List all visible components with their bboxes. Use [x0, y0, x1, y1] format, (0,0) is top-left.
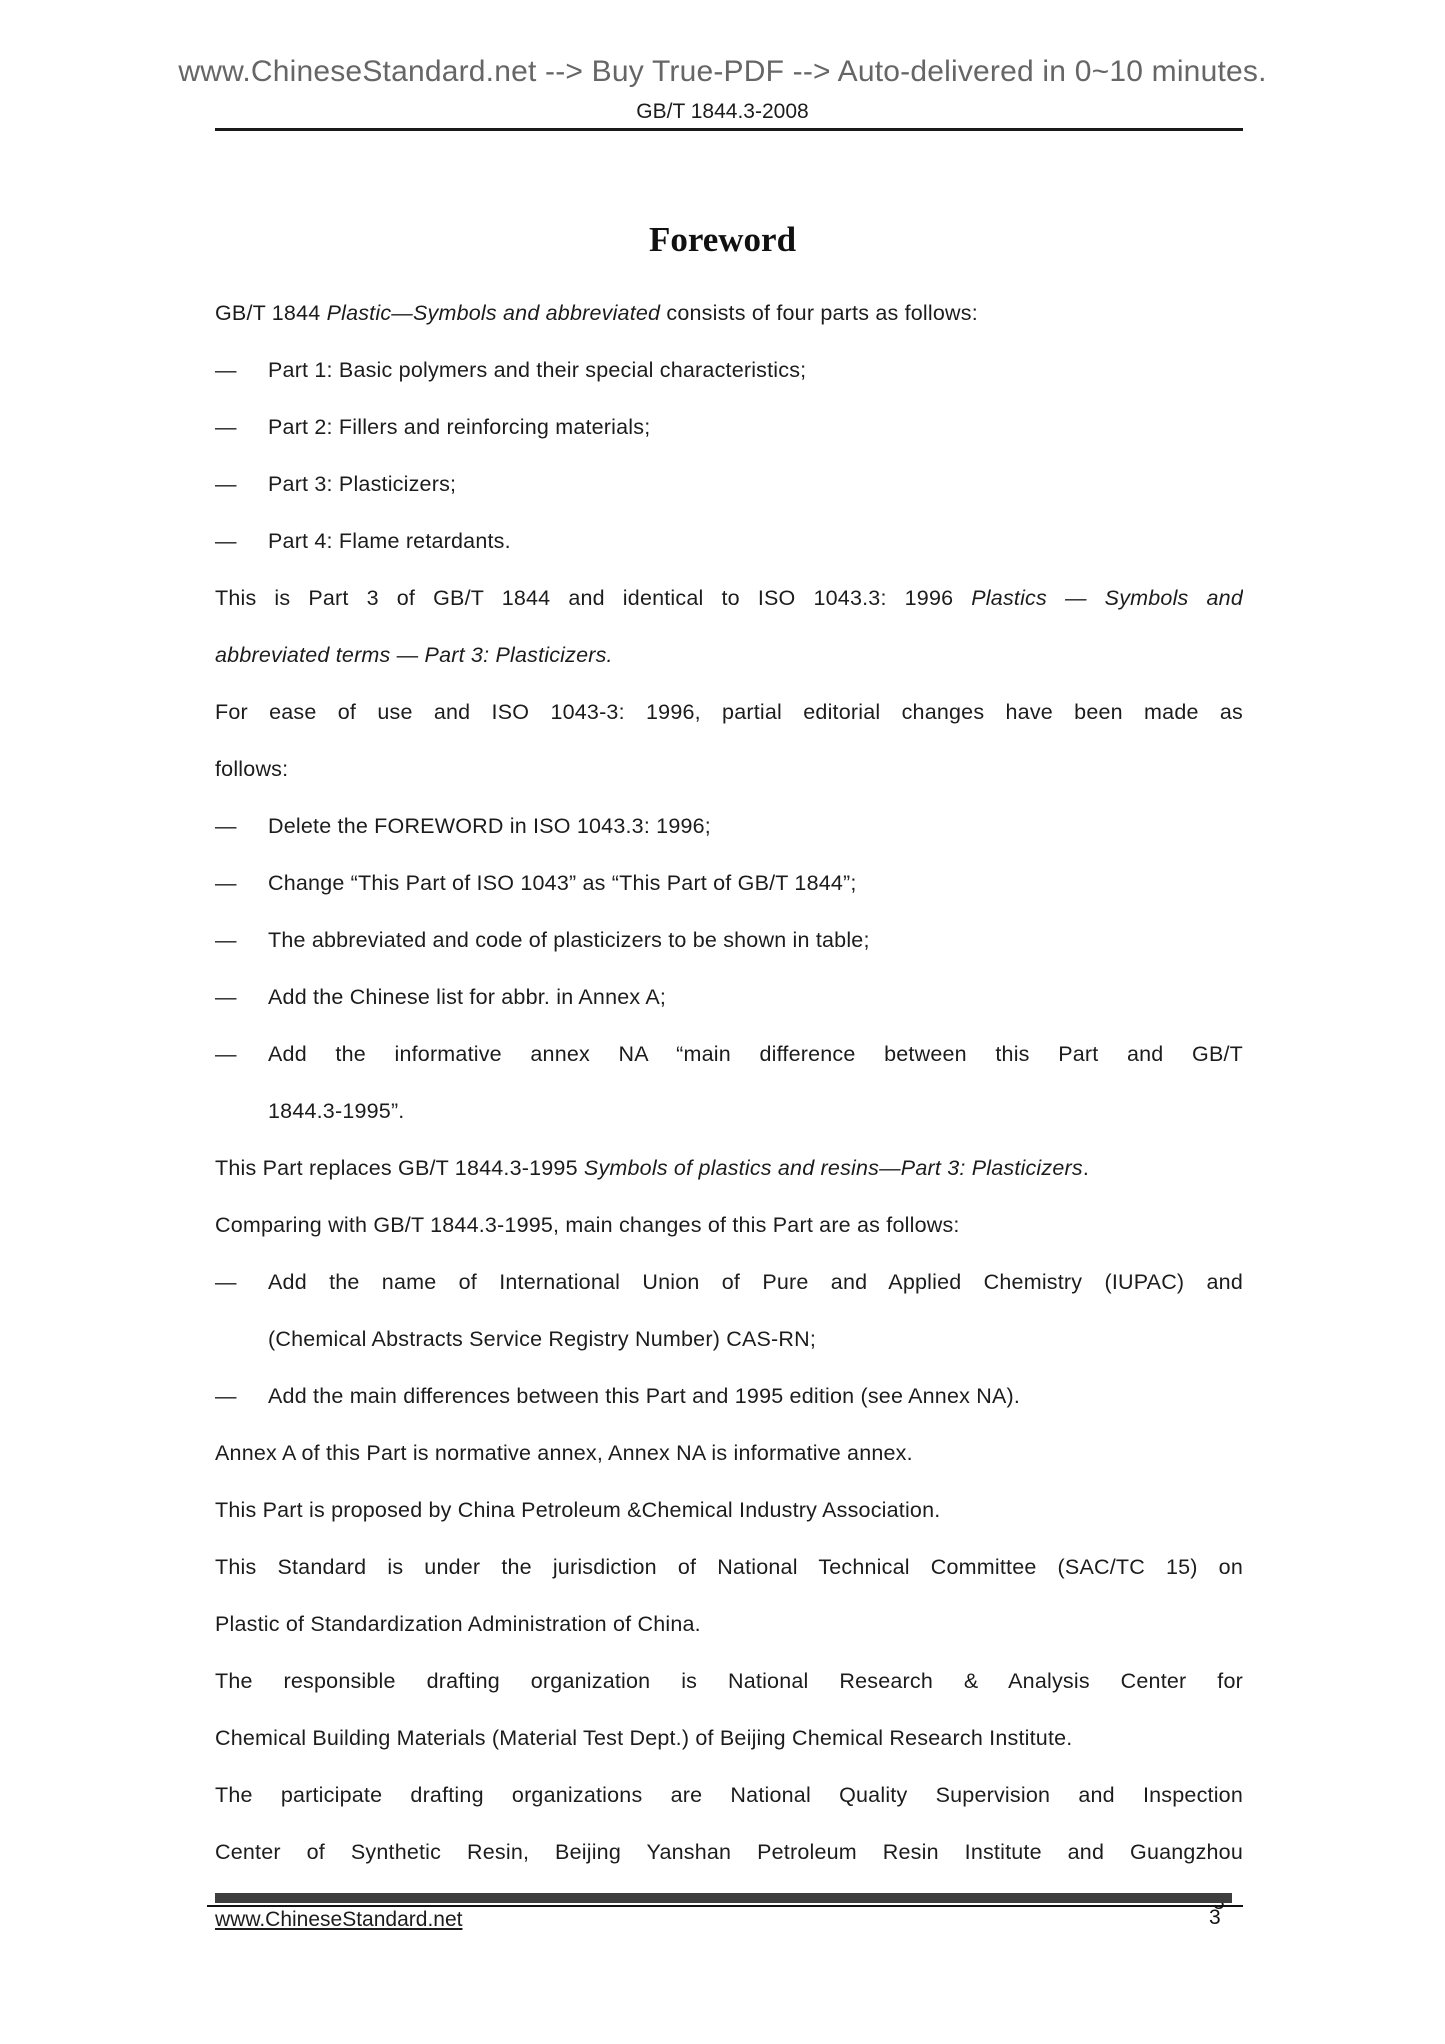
- bullet-line: [215, 456, 1243, 513]
- text-segment: Comparing with GB/T 1844.3-1995, main changes of this Part are as follows:: [215, 1213, 960, 1237]
- text-line: [215, 1824, 1243, 1881]
- text-segment: (Chemical Abstracts Service Registry Number) CAS-RN;: [268, 1327, 817, 1351]
- text-segment: .: [1082, 1156, 1090, 1180]
- text-line: [215, 1539, 1243, 1596]
- text-line: [215, 1083, 1243, 1140]
- text-segment: The participate drafting organizations are National Quality Supervision and Inspection: [215, 1783, 1243, 1807]
- bullet-line: [215, 342, 1243, 399]
- bullet-line: [215, 912, 1243, 969]
- text-segment: The abbreviated and code of plasticizers to be shown in table;: [268, 928, 870, 952]
- bullet-line: [215, 855, 1243, 912]
- text-segment: Part 3: Plasticizers;: [268, 472, 457, 496]
- text-line: [215, 1482, 1243, 1539]
- text-segment: This Part replaces GB/T 1844.3-1995: [215, 1156, 584, 1180]
- bullet-dash: —: [215, 814, 237, 838]
- text-segment: Annex A of this Part is normative annex, Annex NA is informative annex.: [215, 1441, 913, 1465]
- text-segment: Part 1: Basic polymers and their special characteristics;: [268, 358, 807, 382]
- text-line: [215, 741, 1243, 798]
- text-segment: Chemical Building Materials (Material Test Dept.) of Beijing Chemical Research Institute.: [215, 1726, 1073, 1750]
- text-line: [215, 1140, 1243, 1197]
- text-segment: Add the name of International Union of Pure and Applied Chemistry (IUPAC) and: [268, 1270, 1243, 1294]
- text-segment: The responsible drafting organization is National Research & Analysis Center for: [215, 1669, 1243, 1693]
- text-segment: Change “This Part of ISO 1043” as “This Part of GB/T 1844”;: [268, 871, 857, 895]
- text-line: [215, 1425, 1243, 1482]
- italic-text-segment: Symbols of plastics and resins—Part 3: Plasticizers: [583, 1156, 1083, 1180]
- text-segment: consists of four parts as follows:: [660, 301, 978, 325]
- header-doc-number: GB/T 1844.3-2008: [636, 100, 809, 123]
- text-segment: Add the informative annex NA “main difference between this Part and GB/T: [268, 1042, 1243, 1066]
- text-segment: 1844.3-1995”.: [268, 1099, 405, 1123]
- bullet-line: [215, 1254, 1243, 1311]
- text-segment: Add the Chinese list for abbr. in Annex A;: [268, 985, 667, 1009]
- text-line: [215, 1197, 1243, 1254]
- bullet-line: [215, 513, 1243, 570]
- bullet-dash: —: [215, 985, 237, 1009]
- bullet-dash: —: [215, 1042, 237, 1066]
- text-line: [215, 1710, 1243, 1767]
- bullet-dash: —: [215, 1384, 237, 1408]
- italic-text-segment: abbreviated terms — Part 3: Plasticizers.: [215, 643, 613, 667]
- text-segment: GB/T 1844: [215, 301, 327, 325]
- text-line: [215, 1653, 1243, 1710]
- text-segment: Center of Synthetic Resin, Beijing Yanshan Petroleum Resin Institute and Guangzhou: [215, 1840, 1243, 1864]
- text-segment: Plastic of Standardization Administration of China.: [215, 1612, 701, 1636]
- bullet-dash: —: [215, 415, 237, 439]
- bullet-dash: —: [215, 358, 237, 382]
- text-segment: This Standard is under the jurisdiction of National Technical Committee (SAC/TC 15) on: [215, 1555, 1243, 1579]
- text-segment: For ease of use and ISO 1043-3: 1996, partial editorial changes have been made as: [215, 700, 1243, 724]
- bullet-dash: —: [215, 928, 237, 952]
- footer-site-link[interactable]: www.ChineseStandard.net: [215, 1908, 463, 1931]
- text-segment: follows:: [215, 757, 289, 781]
- bullet-line: [215, 1026, 1243, 1083]
- italic-text-segment: Plastic—Symbols and abbreviated: [326, 301, 661, 325]
- bullet-line: [215, 798, 1243, 855]
- bullet-dash: —: [215, 1270, 237, 1294]
- text-line: [215, 570, 1243, 627]
- bullet-line: [215, 969, 1243, 1026]
- italic-text-segment: Plastics — Symbols and: [971, 586, 1243, 610]
- text-line: [215, 1311, 1243, 1368]
- text-segment: This Part is proposed by China Petroleum &Chemical Industry Association.: [215, 1498, 941, 1522]
- text-segment: This is Part 3 of GB/T 1844 and identical to ISO 1043.3: 1996: [215, 586, 972, 610]
- text-line: [215, 627, 1243, 684]
- bullet-dash: —: [215, 529, 237, 553]
- text-segment: Part 2: Fillers and reinforcing materials;: [268, 415, 651, 439]
- header-rule: [215, 128, 1243, 131]
- document-body: [215, 285, 1243, 1881]
- bullet-dash: —: [215, 472, 237, 496]
- header-banner-text: www.ChineseStandard.net --> Buy True-PDF --> Auto-delivered in 0~10 minutes.: [178, 55, 1267, 88]
- footer-bar: [215, 1893, 1232, 1903]
- text-line: [215, 684, 1243, 741]
- text-line: [215, 285, 1243, 342]
- text-segment: Delete the FOREWORD in ISO 1043.3: 1996;: [268, 814, 711, 838]
- bullet-line: [215, 1368, 1243, 1425]
- text-segment: Add the main differences between this Part and 1995 edition (see Annex NA).: [268, 1384, 1021, 1408]
- text-segment: Part 4: Flame retardants.: [268, 529, 511, 553]
- bullet-dash: —: [215, 871, 237, 895]
- bullet-line: [215, 399, 1243, 456]
- text-line: [215, 1596, 1243, 1653]
- page-title: Foreword: [648, 220, 797, 259]
- page-number: 3: [1209, 1906, 1221, 1929]
- text-line: [215, 1767, 1243, 1824]
